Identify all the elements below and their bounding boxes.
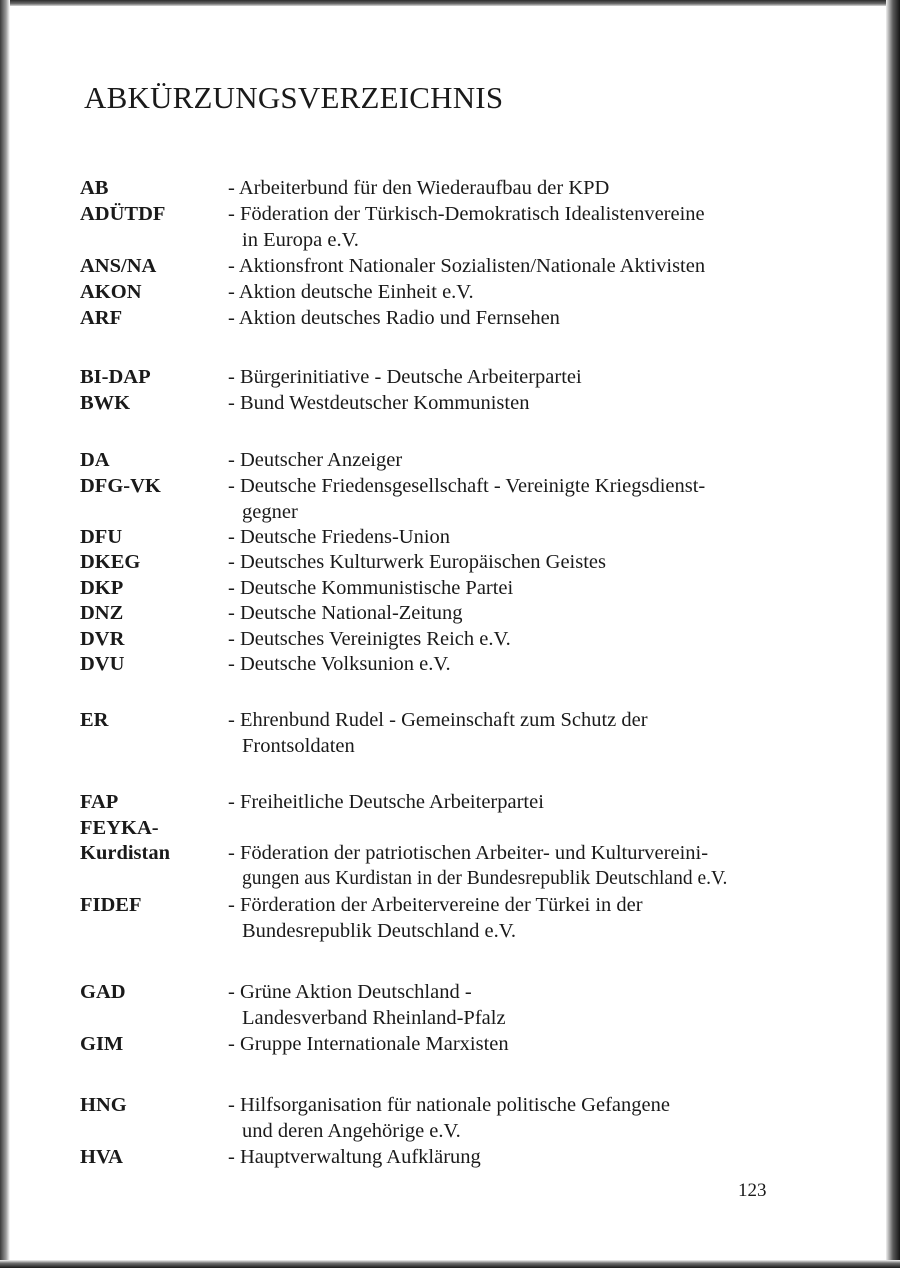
abbreviation: DFG-VK [80,475,161,497]
description: - Förderation der Arbeitervereine der Türkei in der Bundesrepublik Deutschland e.V. [228,894,643,942]
abbreviation: ARF [80,307,123,329]
abbreviation: AKON [80,281,142,303]
description: - Arbeiterbund für den Wiederaufbau der KPD [228,177,610,199]
abbreviation: ADÜTDF [80,203,166,225]
scan-edge-right [886,0,900,1268]
page-number: 123 [738,1180,767,1201]
abbreviation: BI-DAP [80,366,151,388]
abbreviation: FEYKA- [80,817,159,839]
abbreviation: GAD [80,981,126,1003]
abbreviation: DKP [80,577,124,599]
description: - Hilfsorganisation für nationale politische Gefangene und deren Angehörige e.V. [228,1094,670,1142]
description: - Deutsche Kommunistische Partei [228,577,514,599]
abbreviation: HVA [80,1146,123,1168]
abbreviation: HNG [80,1094,127,1116]
description: - Freiheitliche Deutsche Arbeiterpartei [228,791,544,813]
abbreviation: DKEG [80,551,141,573]
description: - Deutsche Friedensgesellschaft - Vereinigte Kriegsdienst- gegner [228,475,706,523]
description: - Bürgerinitiative - Deutsche Arbeiterpartei [228,366,582,388]
description: - Aktion deutsche Einheit e.V. [228,281,474,303]
abbreviation: DFU [80,526,123,548]
abbreviation: ANS/NA [80,255,157,277]
description: - Aktionsfront Nationaler Sozialisten/Nationale Aktivisten [228,255,706,277]
abbreviation: AB [80,177,109,199]
description: - Ehrenbund Rudel - Gemeinschaft zum Schutz der Frontsoldaten [228,709,648,757]
description: - Föderation der Türkisch-Demokratisch Idealistenvereine in Europa e.V. [228,203,705,251]
description: - Föderation der patriotischen Arbeiter- und Kulturvereini- gungen aus Kurdistan in der Bundesrepublik Deutschland e.V. [228,842,728,889]
description: - Gruppe Internationale Marxisten [228,1033,509,1055]
abbreviation: FIDEF [80,894,142,916]
scan-edge-bottom [0,1260,900,1268]
description: - Deutsche Volksunion e.V. [228,653,451,675]
description: - Aktion deutsches Radio und Fernsehen [228,307,560,329]
description: - Deutsche Friedens-Union [228,526,451,548]
abbreviation: BWK [80,392,131,414]
scan-edge-left [0,0,10,1268]
description: - Deutsches Vereinigtes Reich e.V. [228,628,511,650]
description: - Grüne Aktion Deutschland - Landesverband Rheinland-Pfalz [228,981,506,1029]
scan-edge-top [0,0,900,6]
abbreviation: ER [80,709,109,731]
abbreviation: DVU [80,653,125,675]
description: - Hauptverwaltung Aufklärung [228,1146,481,1168]
description: - Deutscher Anzeiger [228,449,403,471]
abbreviation: DNZ [80,602,124,624]
abbreviation: FAP [80,791,119,813]
description: - Deutsche National-Zeitung [228,602,463,624]
abbreviation: DVR [80,628,125,650]
abbreviation: Kurdistan [80,842,170,864]
abbreviation: GIM [80,1033,124,1055]
abbreviation: DA [80,449,110,471]
page-title: ABKÜRZUNGSVERZEICHNIS [84,80,504,115]
description: - Deutsches Kulturwerk Europäischen Geistes [228,551,606,573]
description: - Bund Westdeutscher Kommunisten [228,392,530,414]
